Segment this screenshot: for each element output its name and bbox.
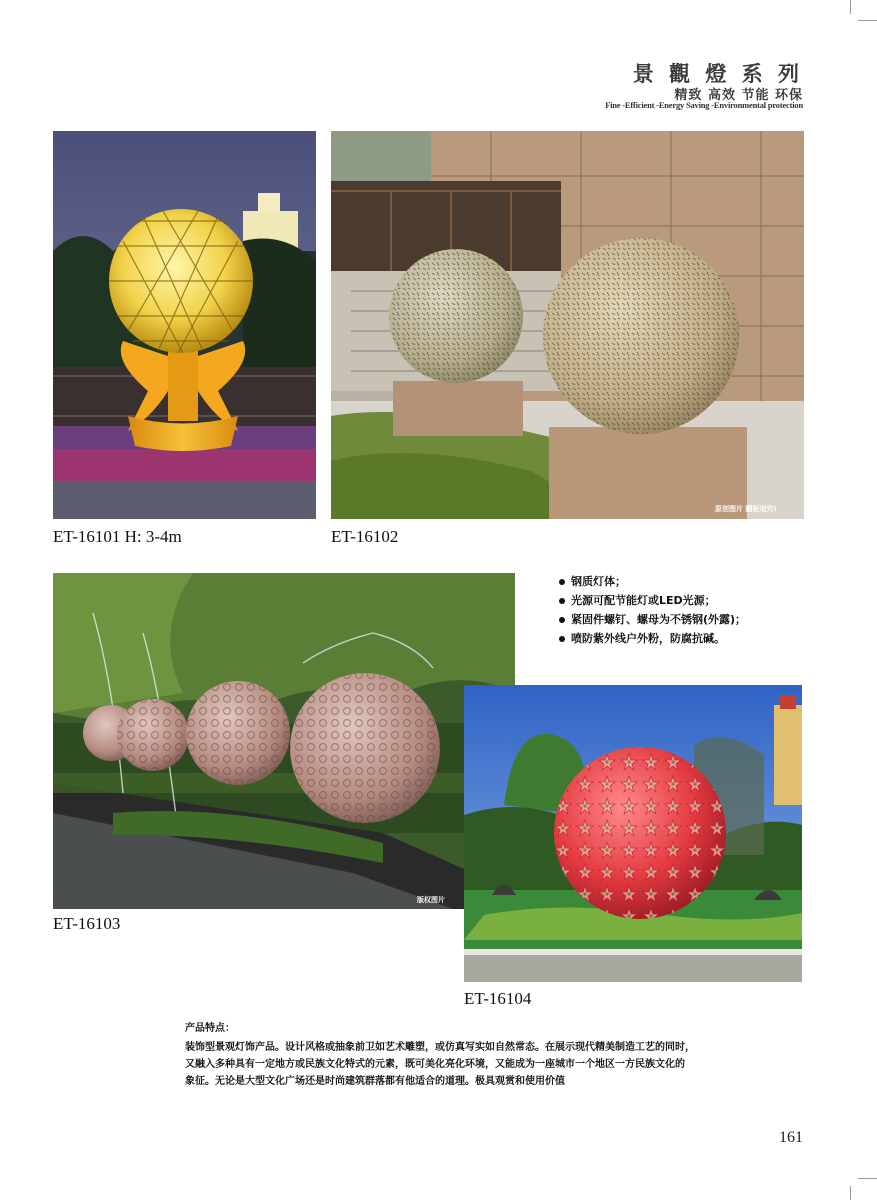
product-photo-et16102 [331, 131, 804, 519]
feature-item [559, 610, 746, 629]
feature-item [559, 629, 746, 648]
series-title: 景 觀 燈 系 列 [632, 62, 803, 86]
product-photo-et16101 [53, 131, 316, 519]
product-description [185, 1021, 745, 1090]
product-photo-et16104 [464, 685, 802, 982]
series-english-tagline: Fine -Efficient -Energy Saving -Environmental protection [605, 100, 803, 110]
crop-mark-top-right-h [858, 20, 877, 21]
photo-watermark-et16103: 版权图片 [417, 896, 445, 904]
crop-mark-top-right-v [850, 0, 851, 14]
description-body [185, 1039, 745, 1090]
product-code-et16102: ET-16102 [331, 527, 399, 546]
feature-text: 紧固件螺钉、螺母为不锈钢(外露)； [571, 613, 747, 626]
feature-text: 喷防紫外线户外粉，防腐抗碱。 [571, 632, 725, 645]
series-subtitle: 精致 高效 节能 环保 [674, 88, 803, 103]
product-photo-et16103 [53, 573, 515, 909]
feature-item [559, 572, 746, 591]
feature-text: 钢质灯体； [571, 575, 626, 588]
feature-text: 光源可配节能灯或LED光源； [571, 594, 716, 607]
description-line: 又融入多种具有一定地方或民族文化特式的元素，既可美化亮化环境，又能成为一座城市一个地区一方民族文化的 [185, 1059, 685, 1070]
description-line: 象征。无论是大型文化广场还是时尚建筑群落都有他适合的道理。极具观赏和使用价值 [185, 1076, 565, 1087]
crop-mark-bottom-right-v [850, 1186, 851, 1200]
page-number: 161 [779, 1129, 803, 1146]
photo-watermark-et16102: 原创图片 翻版追究! [715, 505, 777, 513]
description-line: 装饰型景观灯饰产品。设计风格或抽象前卫如艺术雕塑，或仿真写实如自然常态。在展示现代精美制造工艺的同时， [185, 1042, 695, 1053]
feature-item [559, 591, 746, 610]
bullet-icon [559, 579, 565, 585]
crop-mark-bottom-right-h [858, 1178, 877, 1179]
bullet-icon [559, 636, 565, 642]
feature-list [559, 572, 746, 648]
product-code-et16103: ET-16103 [53, 914, 121, 933]
bullet-icon [559, 598, 565, 604]
bullet-icon [559, 617, 565, 623]
product-code-et16104: ET-16104 [464, 989, 532, 1008]
description-heading: 产品特点： [185, 1023, 235, 1034]
product-code-et16101: ET-16101 H: 3-4m [53, 527, 182, 546]
